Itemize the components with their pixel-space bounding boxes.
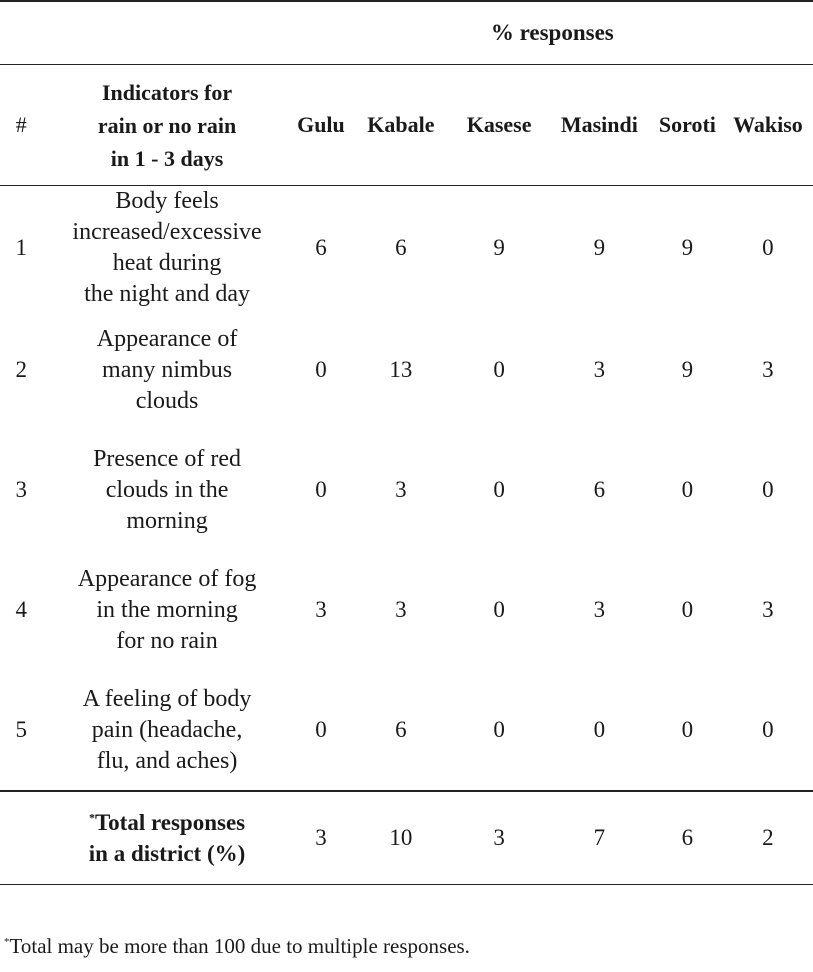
value-cell-kabale: 6 (395, 235, 407, 260)
indicator-cell (43, 430, 292, 550)
value-cell-masindi: 3 (593, 597, 606, 622)
indicator-header-line: rain or no rain (97, 112, 237, 138)
value-cell-wakiso: 0 (762, 477, 774, 502)
table-row (0, 550, 813, 670)
number-column-header: # (0, 65, 43, 186)
value-cell-soroti: 0 (681, 717, 694, 742)
indicator-line: A feeling of body (82, 685, 252, 712)
total-cell-gulu: 3 (292, 791, 351, 885)
district-header-kabale: Kabale (350, 65, 451, 186)
total-label-line: Total responses (94, 810, 246, 835)
indicator-column-header (43, 65, 292, 186)
indicator-line: increased/excessive (72, 219, 262, 245)
value-cell-soroti: 9 (681, 357, 694, 382)
total-cell-wakiso: 2 (723, 791, 813, 885)
value-cell-masindi: 0 (593, 717, 606, 742)
total-cell-kasese: 3 (452, 791, 547, 885)
indicator-line: pain (headache, (91, 716, 243, 743)
value-cell-masindi: 6 (593, 477, 606, 502)
total-footnote-marker: * (88, 810, 95, 825)
value-cell-soroti: 0 (681, 477, 694, 502)
indicator-line: Appearance of fog (77, 565, 257, 592)
indicator-line: the night and day (84, 281, 251, 307)
table-footnote (4, 932, 470, 960)
district-header-masindi: Masindi (547, 65, 652, 186)
total-label-line: in a district (%) (88, 841, 246, 866)
value-cell-soroti: 9 (681, 235, 694, 260)
value-cell-kasese: 0 (493, 717, 505, 742)
value-cell-kabale: 6 (395, 717, 407, 742)
indicator-line: clouds (135, 387, 199, 414)
table-row (0, 186, 813, 311)
value-cell-wakiso: 3 (762, 357, 774, 382)
value-cell-kasese: 0 (493, 597, 505, 622)
value-cell-masindi: 9 (593, 235, 606, 260)
total-row (0, 791, 813, 885)
row-number: 4 (15, 597, 27, 622)
indicator-line: Presence of red (93, 445, 242, 472)
value-cell-gulu: 0 (315, 357, 327, 382)
indicator-line: many nimbus (102, 356, 233, 383)
value-cell-gulu: 0 (315, 717, 327, 742)
district-header-soroti: Soroti (652, 65, 723, 186)
value-cell-gulu: 0 (315, 477, 327, 502)
footnote-marker: * (4, 936, 10, 948)
column-header-row (0, 65, 813, 186)
row-number: 1 (15, 235, 27, 260)
district-header-gulu: Gulu (292, 65, 351, 186)
indicator-cell (43, 550, 292, 670)
spanning-header-row (0, 1, 813, 65)
value-cell-gulu: 6 (315, 235, 327, 260)
value-cell-gulu: 3 (315, 597, 327, 622)
indicator-header-line: Indicators for (101, 79, 233, 105)
value-cell-wakiso: 3 (762, 597, 774, 622)
total-number-empty (0, 791, 43, 885)
indicator-cell (43, 670, 292, 791)
row-number: 5 (15, 717, 27, 742)
value-cell-wakiso: 0 (762, 235, 774, 260)
indicator-header-line: in 1 - 3 days (110, 145, 224, 171)
total-label-cell (43, 791, 292, 885)
footnote-text: Total may be more than 100 due to multiple responses. (9, 934, 470, 958)
indicator-line: Appearance of (96, 325, 238, 352)
value-cell-kabale: 3 (395, 597, 407, 622)
spanning-header-empty (0, 1, 292, 65)
table-row (0, 310, 813, 430)
district-header-kasese: Kasese (452, 65, 547, 186)
table-row (0, 670, 813, 791)
total-cell-kabale: 10 (350, 791, 451, 885)
percent-responses-header: % responses (292, 1, 813, 65)
value-cell-kasese: 0 (493, 357, 505, 382)
total-cell-soroti: 6 (652, 791, 723, 885)
value-cell-kabale: 13 (389, 357, 413, 382)
value-cell-masindi: 3 (593, 357, 606, 382)
value-cell-kasese: 9 (493, 235, 505, 260)
row-number: 2 (15, 357, 27, 382)
indicator-line: heat during (112, 250, 222, 276)
total-cell-masindi: 7 (547, 791, 652, 885)
indicator-line: Body feels (115, 188, 219, 214)
indicator-cell (43, 186, 292, 311)
indicator-line: flu, and aches) (96, 747, 238, 774)
indicator-line: in the morning (96, 596, 238, 623)
indicator-line: for no rain (116, 627, 218, 654)
value-cell-kabale: 3 (395, 477, 407, 502)
indicator-line: morning (126, 507, 208, 534)
indicator-line: clouds in the (105, 476, 229, 503)
value-cell-kasese: 0 (493, 477, 505, 502)
row-number: 3 (15, 477, 27, 502)
value-cell-wakiso: 0 (762, 717, 774, 742)
value-cell-soroti: 0 (681, 597, 694, 622)
table-row (0, 430, 813, 550)
district-header-wakiso: Wakiso (723, 65, 813, 186)
indicator-cell (43, 310, 292, 430)
